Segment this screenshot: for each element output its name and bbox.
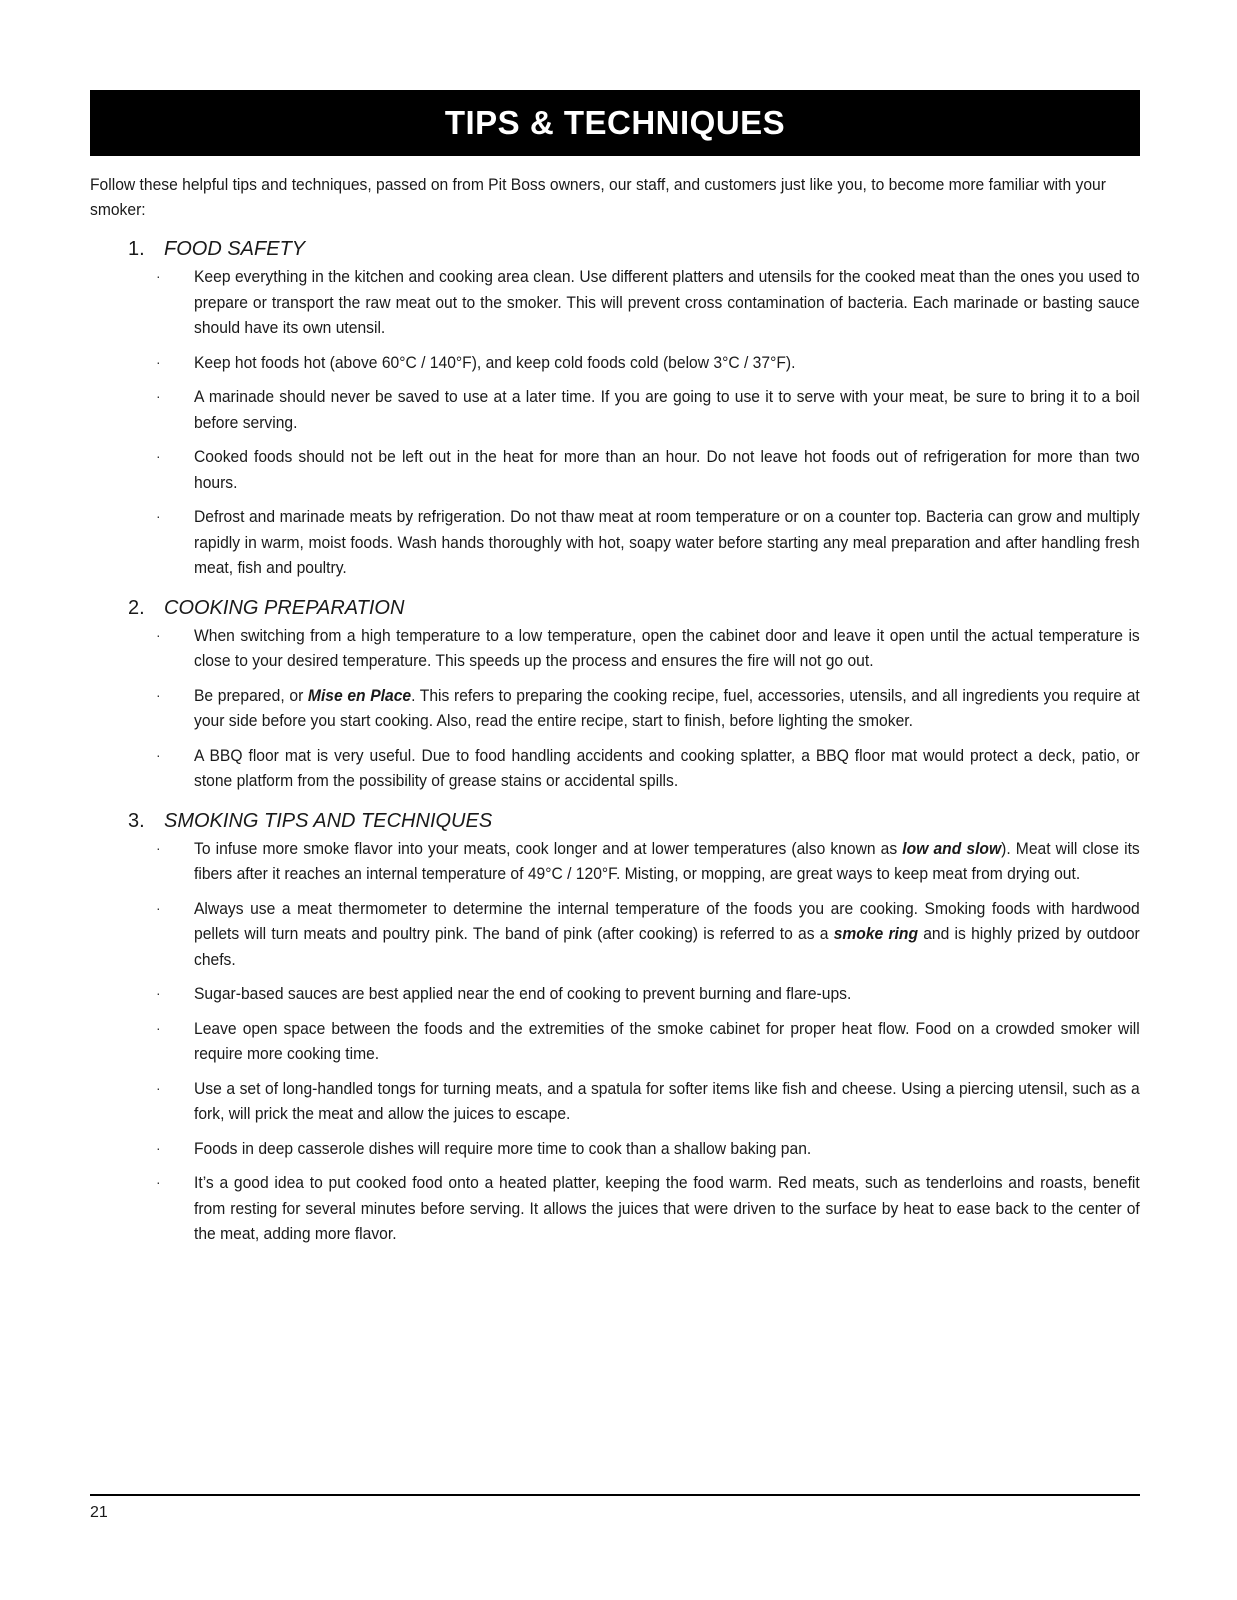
section-number: 2.	[128, 596, 145, 619]
page-title: TIPS & TECHNIQUES	[444, 104, 786, 141]
text-segment: Be prepared, or	[194, 685, 308, 705]
list-item	[90, 683, 1140, 734]
bullet-text: Foods in deep casserole dishes will require more time to cook than a shallow baking pan.	[194, 1138, 812, 1158]
bullet-dot-icon: ·	[156, 985, 161, 1001]
text-segment: Always use a meat thermometer to determine the internal temperature of the foods you are cooking. Smoking foods with hardwood pellets will turn meats and poultry pink. The band of pink (after cooking) is referred to as a	[194, 898, 1140, 943]
bullet-dot-icon: ·	[156, 746, 161, 763]
list-item	[90, 504, 1140, 581]
section	[90, 808, 1140, 1247]
list-item	[90, 836, 1140, 887]
list-item	[90, 623, 1140, 674]
list-item	[90, 1076, 1140, 1127]
sections-container	[90, 236, 1140, 1247]
emphasized-term: Mise en Place	[307, 685, 412, 705]
list-item	[90, 1170, 1140, 1247]
text-segment: To infuse more smoke flavor into your meats, cook longer and at lower temperatures (also known as	[194, 838, 903, 858]
bullet-list	[90, 623, 1140, 794]
bullet-dot-icon: ·	[156, 353, 161, 370]
bullet-text: Keep everything in the kitchen and cooking area clean. Use different platters and utensils for the cooked meat than the ones you used to prepare or transport the raw meat out to the smoker. This will prevent cross contamination of bacteria. Each marinade or basting sauce should have its own utensil.	[194, 267, 1140, 337]
footer-divider	[90, 1494, 1140, 1496]
bullet-list	[90, 264, 1140, 581]
bullet-text: Defrost and marinade meats by refrigeration. Do not thaw meat at room temperature or on a counter top. Bacteria can grow and multiply rapidly in warm, moist foods. Wash hands thoroughly with hot, soapy water before starting any meal preparation and after handling fresh meat, fish and poultry.	[194, 507, 1140, 577]
bullet-dot-icon: ·	[156, 1079, 161, 1096]
list-item	[90, 1136, 1140, 1162]
list-item	[90, 1016, 1140, 1067]
bullet-text: It’s a good idea to put cooked food onto a heated platter, keeping the food warm. Red meats, such as tenderloins and roasts, benefit from resting for several minutes before serving. It allows the juices that were driven to the surface by heat to ease back to the center of the meat, adding more flavor.	[194, 1173, 1140, 1243]
bullet-dot-icon: ·	[156, 839, 161, 856]
bullet-dot-icon: ·	[156, 448, 161, 464]
section-heading	[128, 236, 1140, 262]
section	[90, 595, 1140, 794]
title-banner	[90, 90, 1140, 156]
bullet-dot-icon: ·	[156, 1139, 161, 1156]
bullet-dot-icon: ·	[156, 899, 161, 916]
bullet-dot-icon: ·	[156, 268, 161, 284]
bullet-dot-icon: ·	[156, 1174, 161, 1190]
text-segment: and is highly prized by outdoor chefs.	[194, 924, 1140, 969]
bullet-text	[194, 683, 1140, 734]
bullet-list	[90, 836, 1140, 1247]
list-item	[90, 981, 1140, 1007]
bullet-text	[194, 896, 1140, 973]
emphasized-term: low and slow	[902, 838, 1002, 858]
text-segment: . This refers to preparing the cooking recipe, fuel, accessories, utensils, and all ingredients you require at your side before you start cooking. Also, read the entire recipe, start to finish, before lighting the smoker.	[194, 685, 1140, 730]
bullet-dot-icon: ·	[156, 686, 161, 703]
section-title: SMOKING TIPS AND TECHNIQUES	[164, 809, 493, 832]
list-item	[90, 264, 1140, 341]
bullet-text: A BBQ floor mat is very useful. Due to food handling accidents and cooking splatter, a BBQ floor mat would protect a deck, patio, or stone platform from the possibility of grease stains or accidental spills.	[194, 745, 1140, 790]
list-item	[90, 444, 1140, 495]
list-item	[90, 743, 1140, 794]
section-title: FOOD SAFETY	[164, 238, 306, 260]
section-heading	[128, 595, 1140, 621]
list-item	[90, 350, 1140, 376]
list-item	[90, 384, 1140, 435]
section-heading	[128, 808, 1140, 834]
bullet-text: Sugar-based sauces are best applied near the end of cooking to prevent burning and flare-ups.	[194, 984, 852, 1003]
bullet-dot-icon: ·	[156, 508, 161, 524]
intro-paragraph: Follow these helpful tips and techniques, passed on from Pit Boss owners, our staff, and customers just like you, to become more familiar with your smoker:	[90, 175, 1106, 219]
section-number: 1.	[128, 238, 145, 260]
text-segment: ). Meat will close its fibers after it reaches an internal temperature of 49°C / 120°F. Misting, or mopping, are great ways to keep meat from drying out.	[194, 838, 1140, 883]
section	[90, 236, 1140, 581]
bullet-text: Use a set of long-handled tongs for turning meats, and a spatula for softer items like fish and cheese. Using a piercing utensil, such as a fork, will prick the meat and allow the juices to escape.	[194, 1078, 1140, 1123]
emphasized-term: smoke ring	[833, 924, 919, 943]
page-number: 21	[90, 1504, 108, 1521]
bullet-text: Leave open space between the foods and the extremities of the smoke cabinet for proper heat flow. Food on a crowded smoker will require more cooking time.	[194, 1018, 1140, 1063]
bullet-dot-icon: ·	[156, 626, 161, 643]
bullet-dot-icon: ·	[156, 388, 161, 404]
section-number: 3.	[128, 809, 145, 832]
section-title: COOKING PREPARATION	[164, 596, 405, 619]
bullet-text: Keep hot foods hot (above 60°C / 140°F), and keep cold foods cold (below 3°C / 37°F).	[194, 352, 796, 372]
bullet-text: When switching from a high temperature to a low temperature, open the cabinet door and leave it open until the actual temperature is close to your desired temperature. This speeds up the process and ensures the fire will not go out.	[194, 625, 1140, 670]
list-item	[90, 896, 1140, 973]
bullet-dot-icon: ·	[156, 1019, 161, 1036]
bullet-text	[194, 836, 1140, 887]
document-page	[90, 90, 1140, 1256]
bullet-text: Cooked foods should not be left out in the heat for more than an hour. Do not leave hot foods out of refrigeration for more than two hours.	[194, 447, 1140, 492]
bullet-text: A marinade should never be saved to use at a later time. If you are going to use it to serve with your meat, be sure to bring it to a boil before serving.	[194, 387, 1140, 432]
